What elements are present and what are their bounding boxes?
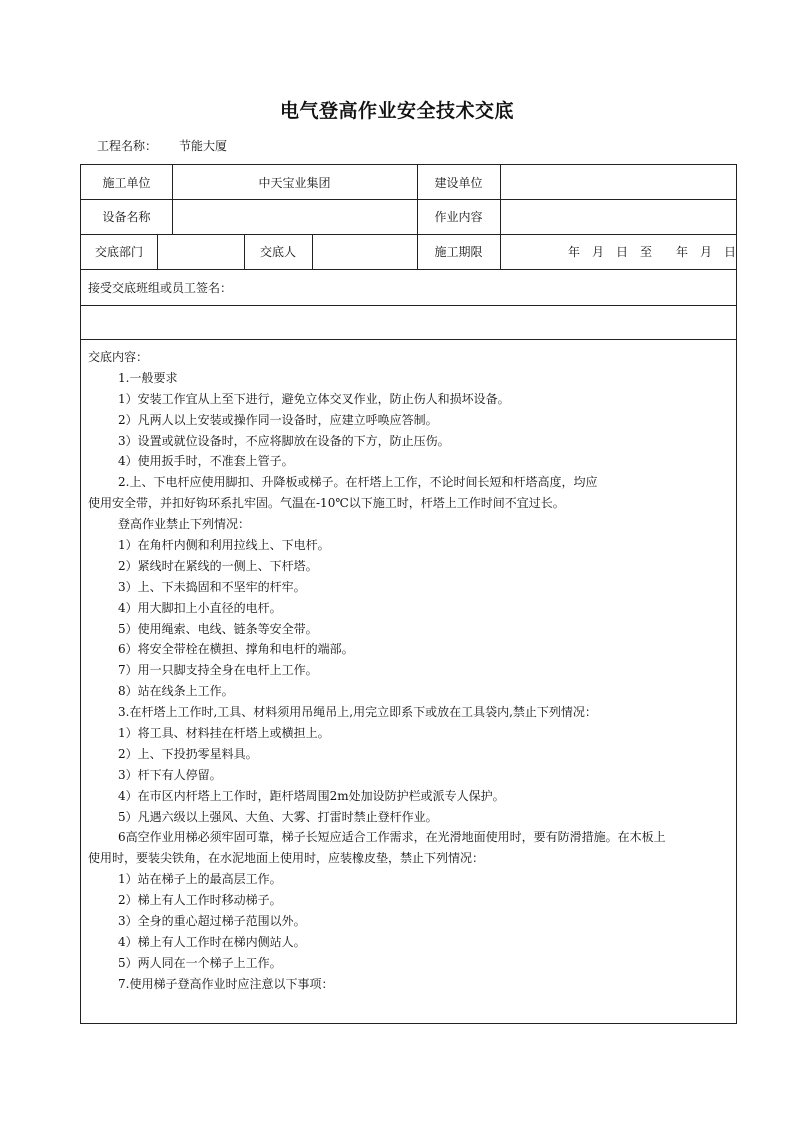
content-line: 使用时，要装尖铁角，在水泥地面上使用时，应装橡皮垫，禁止下列情况：: [88, 851, 485, 866]
content-line: 4）使用扳手时，不准套上管子。: [118, 454, 294, 469]
content-line: 7）用一只脚支持全身在电杆上工作。: [118, 663, 318, 678]
signature-label: 接受交底班组或员工签名：: [88, 280, 233, 295]
content-line: 3）上、下未捣固和不坚牢的杆牢。: [118, 579, 306, 594]
work-content-label: 作业内容: [434, 210, 483, 224]
project-name-value: 节能大厦: [179, 139, 228, 153]
content-line: 3）设置或就位设备时，不应将脚放在设备的下方，防止压伤。: [118, 433, 450, 448]
builder-unit-value[interactable]: [500, 165, 736, 199]
content-line: 3.在杆塔上工作时,工具、材料须用吊绳吊上,用完立即系下或放在工具袋内,禁止下列情况：: [118, 705, 597, 720]
period-label: 施工期限: [434, 245, 483, 259]
content-line: 使用安全带，并扣好钩环系扎牢固。气温在-10℃以下施工时，杆塔上工作时间不宜过长。: [88, 496, 565, 511]
project-name-label: 工程名称：: [97, 139, 158, 153]
builder-unit-label: 建设单位: [434, 175, 483, 190]
content-line: 2）上、下投扔零星料具。: [118, 746, 258, 761]
content-line: 3）全身的重心超过梯子范围以外。: [118, 914, 306, 929]
content-line: 1）站在梯子上的最高层工作。: [118, 872, 282, 887]
content-line: 4）在市区内杆塔上工作时，距杆塔周围2m处加设防护栏或派专人保护。: [118, 788, 505, 803]
content-line: 4）梯上有人工作时在梯内侧站人。: [118, 934, 306, 949]
content-line: 登高作业禁止下列情况：: [118, 517, 251, 532]
presenter-value[interactable]: [312, 234, 417, 269]
content-line: 8）站在线条上工作。: [118, 684, 234, 699]
content-line: 6）将安全带栓在横担、撑角和电杆的端部。: [118, 642, 354, 657]
signature-area[interactable]: [81, 305, 736, 339]
content-line: 2）凡两人以上安装或操作同一设备时，应建立呼唤应答制。: [118, 412, 438, 427]
content-line: 1）在角杆内侧和利用拉线上、下电杆。: [118, 538, 330, 553]
content-line: 4）用大脚扣上小直径的电杆。: [118, 600, 282, 615]
content-line: 1）安装工作宜从上至下进行，避免立体交叉作业，防止伤人和损坏设备。: [118, 391, 510, 406]
work-content-value[interactable]: [500, 199, 736, 234]
equipment-name-label: 设备名称: [102, 210, 151, 224]
document-title: 电气登高作业安全技术交底: [279, 100, 514, 122]
content-line: 6高空作业用梯必须牢固可靠，梯子长短应适合工作需求，在光滑地面使用时，要有防滑措施。在木板上: [118, 830, 666, 845]
presenter-label: 交底人: [259, 245, 296, 259]
period-value[interactable]: 年 月 日 至 年 月 日: [567, 245, 736, 259]
department-value[interactable]: [157, 234, 244, 269]
construction-unit-label: 施工单位: [102, 175, 151, 190]
content-line: 2）紧线时在紧线的一侧上、下杆塔。: [118, 558, 318, 573]
disclosure-content: [81, 339, 736, 995]
content-line: 5）使用绳索、电线、链条等安全带。: [118, 621, 318, 636]
construction-unit-value[interactable]: 中天宝业集团: [258, 175, 331, 190]
content-line: 5）两人同在一个梯子上工作。: [118, 955, 282, 970]
department-label: 交底部门: [94, 245, 143, 259]
content-line: 1）将工具、材料挂在杆塔上或横担上。: [118, 726, 330, 741]
content-line: 2.上、下电杆应使用脚扣、升降板或梯子。在杆塔上工作，不论时间长短和杆塔高度，均应: [118, 475, 598, 490]
equipment-name-value[interactable]: [172, 199, 417, 234]
content-line: 7.使用梯子登高作业时应注意以下事项：: [118, 976, 334, 991]
content-line: 1.一般要求: [118, 370, 178, 385]
content-line: 5）凡遇六级以上强风、大鱼、大雾、打雷时禁止登杆作业。: [118, 809, 438, 824]
content-line: 3）杆下有人停留。: [118, 767, 222, 782]
project-name: [97, 137, 227, 154]
disclosure-table: [80, 164, 737, 1024]
content-heading: 交底内容：: [88, 350, 149, 364]
content-line: 2）梯上有人工作时移动梯子。: [118, 893, 282, 908]
